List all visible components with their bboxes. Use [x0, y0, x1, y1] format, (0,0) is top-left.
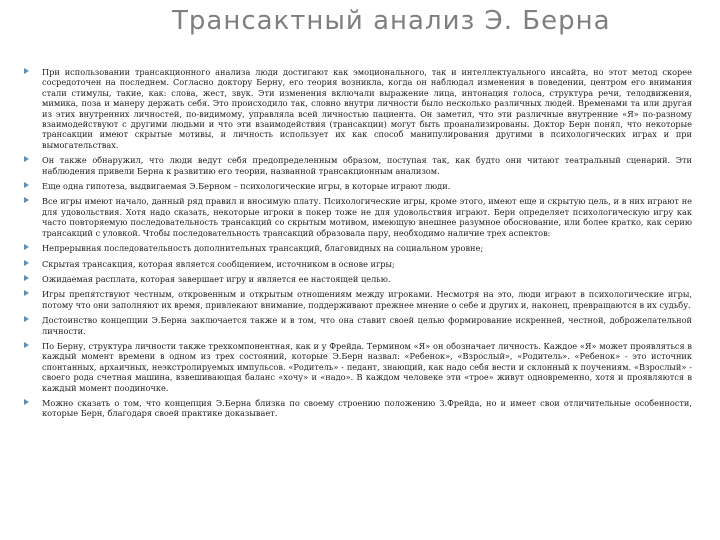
bullet-item — [20, 196, 692, 238]
bullet-item — [20, 341, 692, 393]
bullet-item — [20, 155, 692, 176]
bullet-text: Достоинство концепции Э.Берна заключается также и в том, что она ставит своей целью формирование искренней, честной, доброжелательной личности. — [42, 315, 692, 336]
slide-content — [20, 67, 692, 424]
bullet-arrow-icon — [24, 275, 29, 281]
bullet-item — [20, 289, 692, 310]
bullet-arrow-icon — [24, 182, 29, 188]
bullet-text: При использовании трансакционного анализа люди достигают как эмоционального, так и интеллектуального инсайта, но этот метод скорее сосредоточен на последнем. Согласно доктору Берну, его теория возникла, когда он наблюдал изменения в поведении, центром его внимания стали стимулы, такие, как: слова, жест, звук. Эти изменения включали выражение лица, интонация голоса, структура речи, телодвижения, мимика, поза и манеру держать себя. Это происходило так, словно внутри личности было несколько различных людей. Временами та или другая из этих внутренних личностей, по-видимому, управляла всей личностью пациента. Он заметил, что эти различные внутренние «Я» по-разному взаимодействуют с другими людьми и что эти взаимодействия (трансакции) могут быть проанализированы. Доктор Берн понял, что некоторые трансакции имеют скрытые мотивы, и личность использует их как способ манипулирования другими в психологических играх и при вымогательствах. — [42, 67, 692, 150]
bullet-item — [20, 315, 692, 336]
bullet-arrow-icon — [24, 197, 29, 203]
bullet-text: По Берну, структура личности также трехкомпонентная, как и у Фрейда. Термином «Я» он обозначает личность. Каждое «Я» может проявляться в каждый момент времени в одном из трех состояний, которые Э.Берн назвал: «Ребенок», «Взрослый», «Родитель». «Ребенок» - это источник спонтанных, архаичных, неэкстролируемых импульсов. «Родитель» - педант, знающий, как надо себя вести и склонный к поучениям. «Взрослый» - своего рода счетная машина, взвешивающая баланс «хочу» и «надо». В каждом человеке эти «трое» живут одновременно, хотя и проявляются в каждый момент поодиночке. — [42, 340, 692, 393]
bullet-arrow-icon — [24, 290, 29, 296]
bullet-text: Еще одна гипотеза, выдвигаемая Э.Берном – психологические игры, в которые играют люди. — [42, 181, 451, 192]
bullet-text: Он также обнаружил, что люди ведут себя предопределенным образом, поступая так, как будто они читают театральный сценарий. Эти наблюдения привели Берна к развитию его теории, названной трансакционным анализом. — [42, 155, 692, 176]
bullet-item — [20, 398, 692, 419]
bullet-text: Скрытая трансакция, которая является сообщением, источником в основе игры; — [42, 258, 395, 269]
bullet-arrow-icon — [24, 244, 29, 250]
bullet-arrow-icon — [24, 68, 29, 74]
bullet-arrow-icon — [24, 260, 29, 266]
bullet-arrow-icon — [24, 156, 29, 162]
bullet-text: Непрерывная последовательность дополнительных трансакций, благовидных на социальном уровне; — [42, 243, 484, 254]
bullet-item — [20, 274, 692, 284]
bullet-item — [20, 243, 692, 253]
bullet-item — [20, 181, 692, 191]
bullet-item — [20, 259, 692, 269]
bullet-arrow-icon — [24, 342, 29, 348]
bullet-arrow-icon — [24, 316, 29, 322]
bullet-list — [20, 67, 692, 419]
bullet-text: Можно сказать о том, что концепция Э.Берна близка по своему строению положению З.Фрейда, но и имеет свои отличительные особенности, которые Берн, благодаря своей практике доказывает. — [42, 397, 692, 419]
bullet-arrow-icon — [24, 399, 29, 405]
bullet-item — [20, 67, 692, 150]
bullet-text: Все игры имеют начало, данный ряд правил и вносимую плату. Психологические игры, кроме этого, имеют еще и скрытую цель, и в них играют не для удовольствия. Хотя надо сказать, некоторые игроки в покер тоже не для удовольствия играют. Берн определяет психологическую игру как часто повторяемую последовательность трансакций со скрытым мотивом, имеющую внешнее разумное обоснование, или более кратко, как серию трансакций с уловкой. Чтобы последовательность трансакций образовала пару, необходимо наличие трех аспектов: — [42, 196, 692, 238]
bullet-text: Ожидаемая расплата, которая завершает игру и является ее настоящей целью. — [42, 273, 391, 284]
bullet-text: Игры препятствуют честным, откровенным и открытым отношениям между игроками. Несмотря на это, люди играют в психологические игры, потому что они заполняют их время, привлекают внимание, поддерживают прежнее мнение о себе и других и, наконец, превращаются в их судьбу. — [42, 289, 692, 310]
slide-title: Трансактный анализ Э. Берна — [172, 6, 611, 36]
